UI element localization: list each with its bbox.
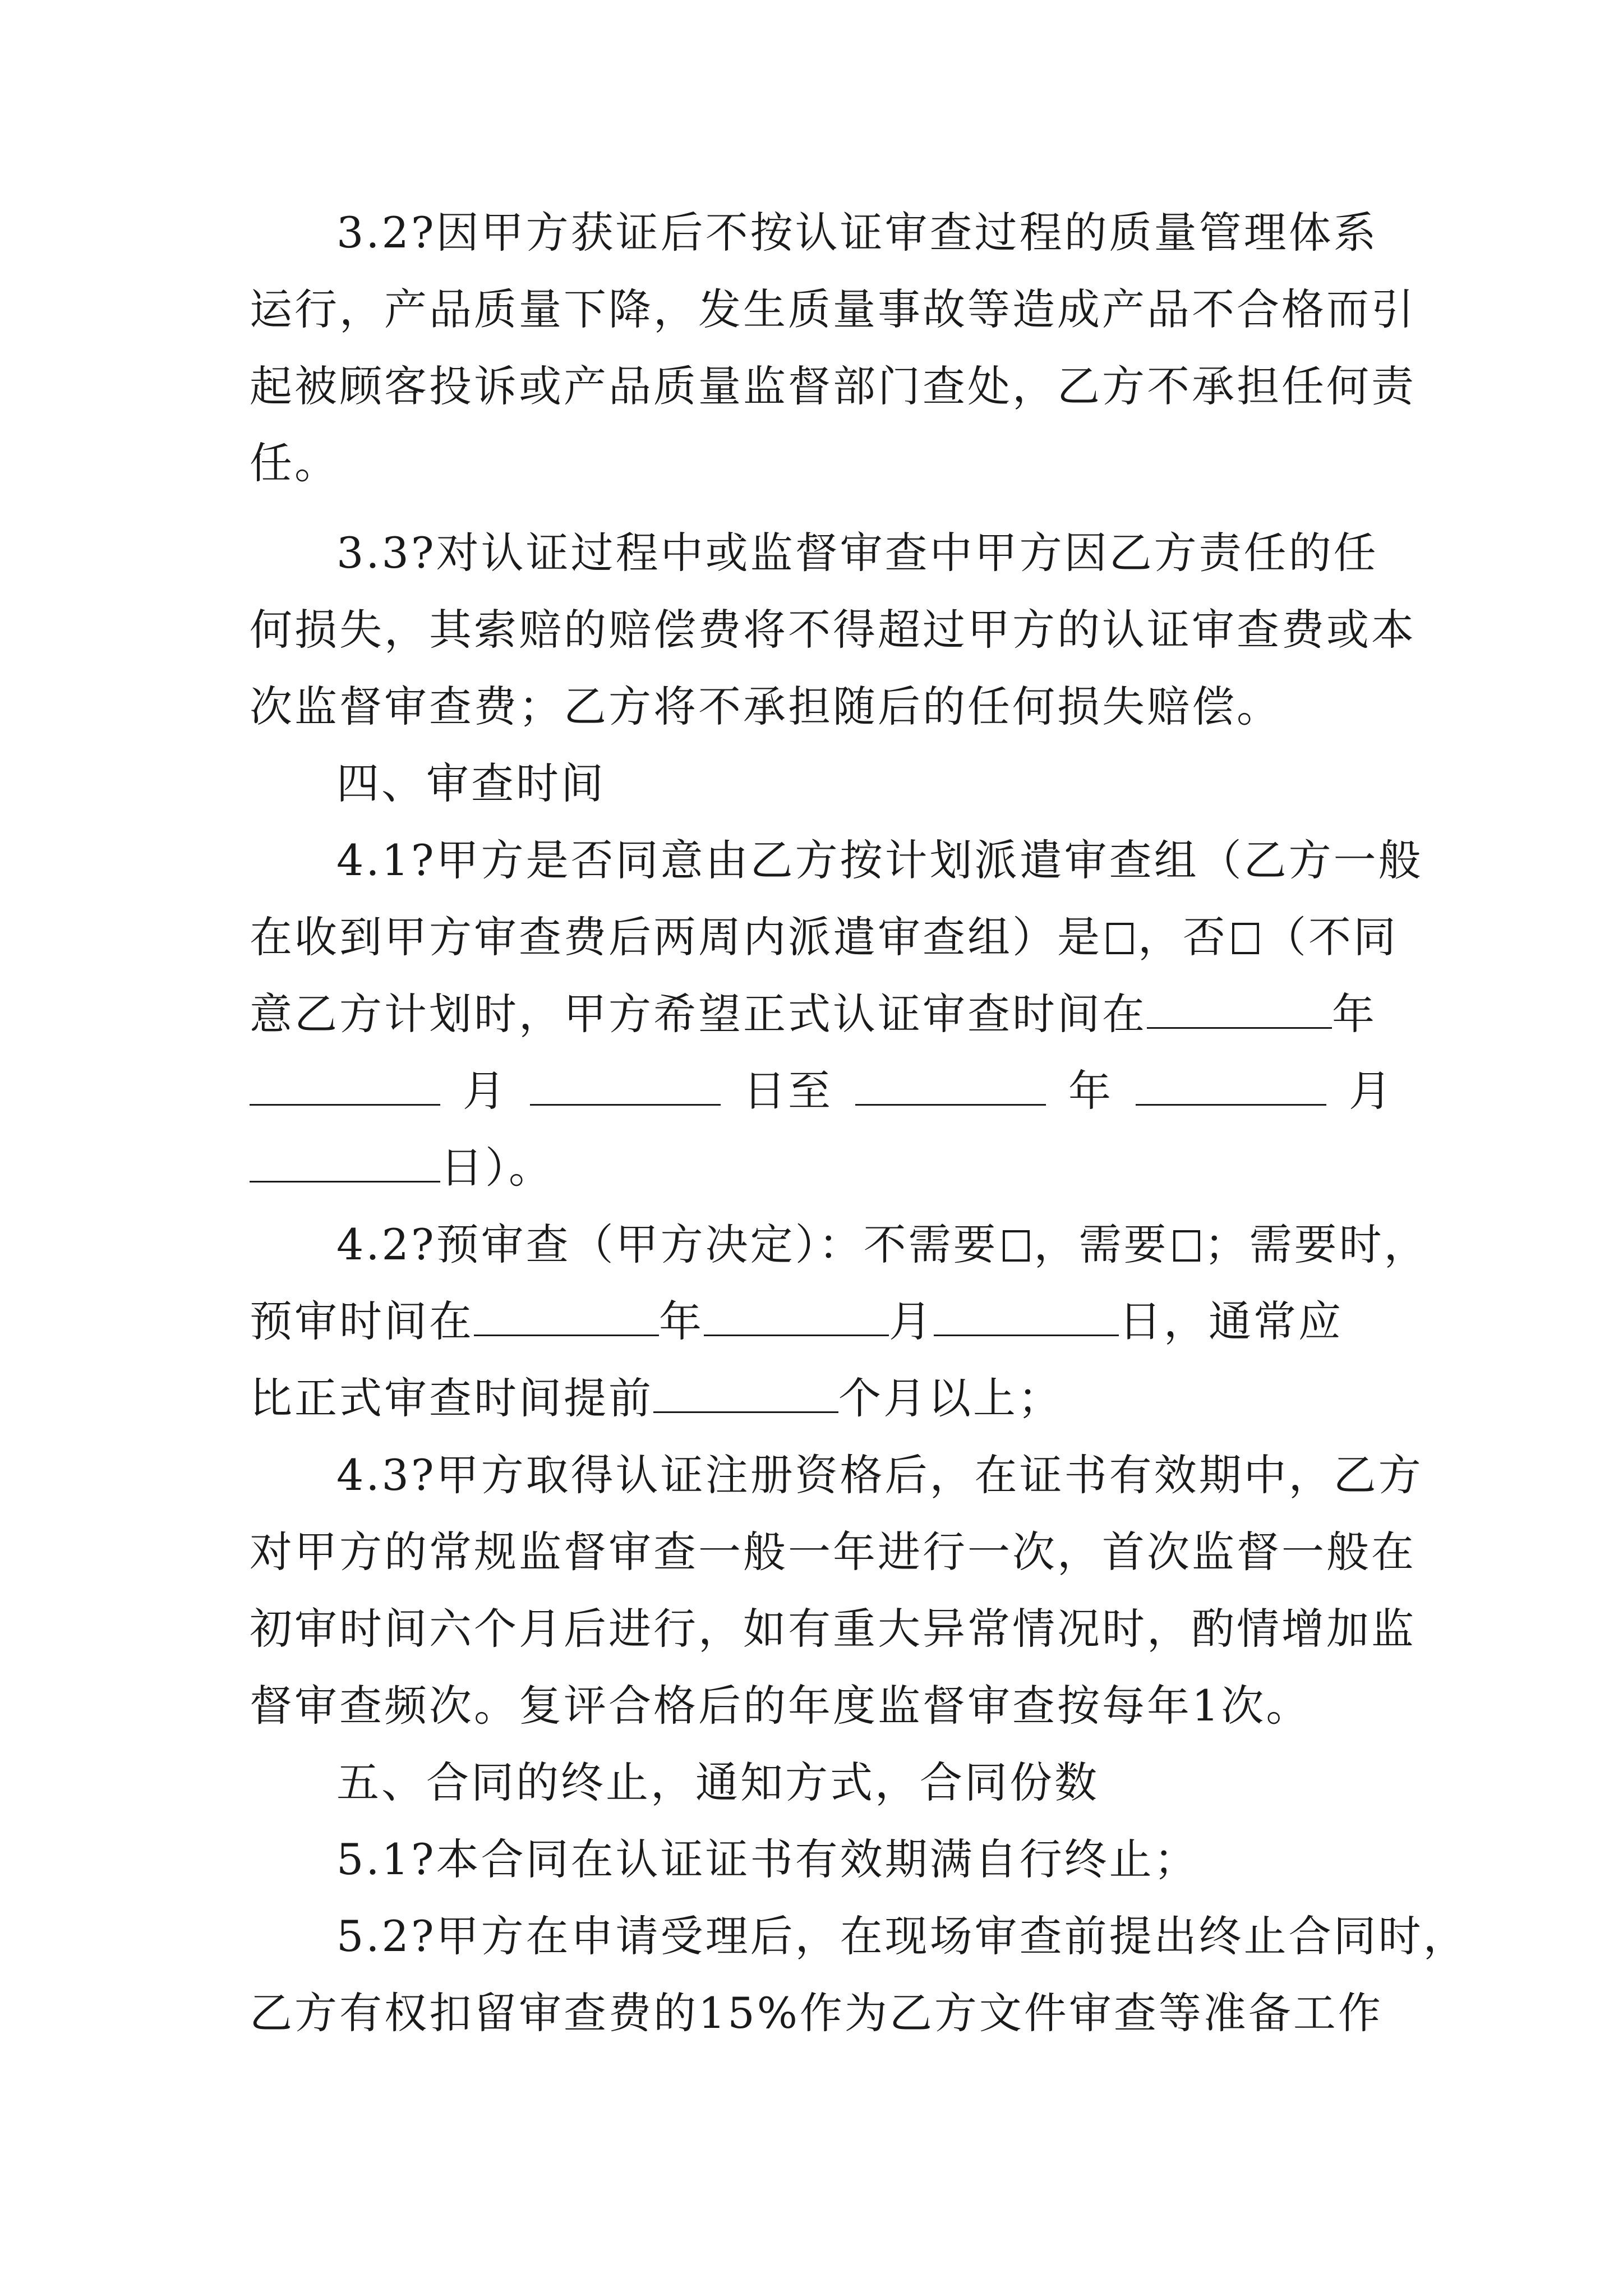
clause-4-1-line-1: 4.1?甲方是否同意由乙方按计划派遣审查组（乙方一般 <box>336 835 1423 885</box>
yes-checkbox[interactable] <box>1106 923 1133 954</box>
months-ahead-blank[interactable] <box>653 1373 838 1413</box>
clause-3-2-line-2: 运行，产品质量下降，发生质量事故等造成产品不合格而引 <box>250 284 1416 334</box>
no-checkbox[interactable] <box>1232 923 1259 954</box>
clause-4-2-text-a: 4.2?预审查（甲方决定）：不需要 <box>336 1220 998 1269</box>
pre-audit-day-blank[interactable] <box>934 1296 1119 1336</box>
clause-4-1-line-3 <box>250 986 1377 1042</box>
end-month-blank[interactable] <box>1136 1066 1326 1106</box>
clause-4-2-line-2 <box>250 1294 1343 1350</box>
needed-checkbox[interactable] <box>1173 1230 1200 1262</box>
clause-5-1-line-1: 5.1?本合同在认证证书有效期满自行终止； <box>336 1834 1199 1884</box>
clause-4-1-text-d: 意乙方计划时，甲方希望正式认证审查时间在 <box>250 989 1147 1039</box>
clause-4-2-month-label: 月 <box>889 1296 934 1346</box>
clause-4-2-text-f: 个月以上； <box>838 1373 1063 1423</box>
clause-4-1-day-to-label: 日至 <box>743 1066 833 1116</box>
clause-4-2-text-d: 预审时间在 <box>250 1296 474 1346</box>
clause-5-2-line-2: 乙方有权扣留审查费的15%作为乙方文件审查等准备工作 <box>250 1988 1383 2038</box>
clause-4-1-year-label: 年 <box>1332 989 1377 1039</box>
clause-4-3-line-2: 对甲方的常规监督审查一般一年进行一次，首次监督一般在 <box>250 1527 1416 1577</box>
clause-4-2-text-e: 比正式审查时间提前 <box>250 1373 653 1423</box>
clause-4-2-year-label: 年 <box>659 1296 704 1346</box>
clause-5-2-line-1: 5.2?甲方在申请受理后，在现场审查前提出终止合同时， <box>336 1911 1468 1961</box>
clause-3-3-line-1: 3.3?对认证过程中或监督审查中甲方因乙方责任的任 <box>336 528 1378 578</box>
clause-4-2-text-b: ，需要 <box>1034 1220 1169 1269</box>
not-needed-checkbox[interactable] <box>1003 1230 1030 1262</box>
section-5-heading: 五、合同的终止，通知方式，合同份数 <box>336 1757 1099 1807</box>
start-day-blank[interactable] <box>530 1066 721 1106</box>
pre-audit-year-blank[interactable] <box>474 1296 659 1336</box>
clause-3-3-line-3: 次监督审查费；乙方将不承担随后的任何损失赔偿。 <box>250 682 1281 731</box>
clause-4-3-line-1: 4.3?甲方取得认证注册资格后，在证书有效期中，乙方 <box>336 1450 1423 1500</box>
clause-4-3-line-3: 初审时间六个月后进行，如有重大异常情况时，酌情增加监 <box>250 1604 1416 1654</box>
clause-4-3-line-4: 督审查频次。复评合格后的年度监督审查按每年1次。 <box>250 1681 1311 1731</box>
clause-3-2-line-4: 任。 <box>250 438 339 488</box>
clause-4-1-line-5 <box>250 1140 554 1196</box>
end-day-blank[interactable] <box>250 1143 440 1182</box>
clause-4-1-month-label: 月 <box>463 1066 508 1116</box>
clause-4-1-line-4 <box>250 1063 1394 1119</box>
clause-4-1-end-month-label: 月 <box>1349 1066 1394 1116</box>
end-year-blank[interactable] <box>855 1066 1046 1106</box>
pre-audit-month-blank[interactable] <box>704 1296 889 1336</box>
clause-4-2-text-c: ；需要时， <box>1204 1220 1429 1269</box>
clause-4-2-line-1 <box>336 1217 1429 1273</box>
clause-3-3-line-2: 何损失，其索赔的赔偿费将不得超过甲方的认证审查费或本 <box>250 605 1416 655</box>
clause-4-1-line-2 <box>250 909 1398 965</box>
clause-4-1-text-b: ，否 <box>1138 912 1228 962</box>
start-month-blank[interactable] <box>250 1066 440 1106</box>
clause-3-2-line-3: 起被顾客投诉或产品质量监督部门查处，乙方不承担任何责 <box>250 361 1416 411</box>
clause-4-2-day-label: 日，通常应 <box>1119 1296 1343 1346</box>
clause-3-2-line-1: 3.2?因甲方获证后不按认证审查过程的质量管理体系 <box>336 208 1378 257</box>
clause-4-1-text-c: （不同 <box>1264 912 1398 962</box>
clause-4-1-text-a: 在收到甲方审查费后两周内派遣审查组）是 <box>250 912 1102 962</box>
clause-4-1-end-year-label: 年 <box>1068 1066 1113 1116</box>
start-year-blank[interactable] <box>1147 989 1332 1029</box>
clause-4-1-end-day-label: 日）。 <box>440 1143 554 1193</box>
section-4-heading: 四、审查时间 <box>336 758 606 808</box>
clause-4-2-line-3 <box>250 1370 1063 1427</box>
